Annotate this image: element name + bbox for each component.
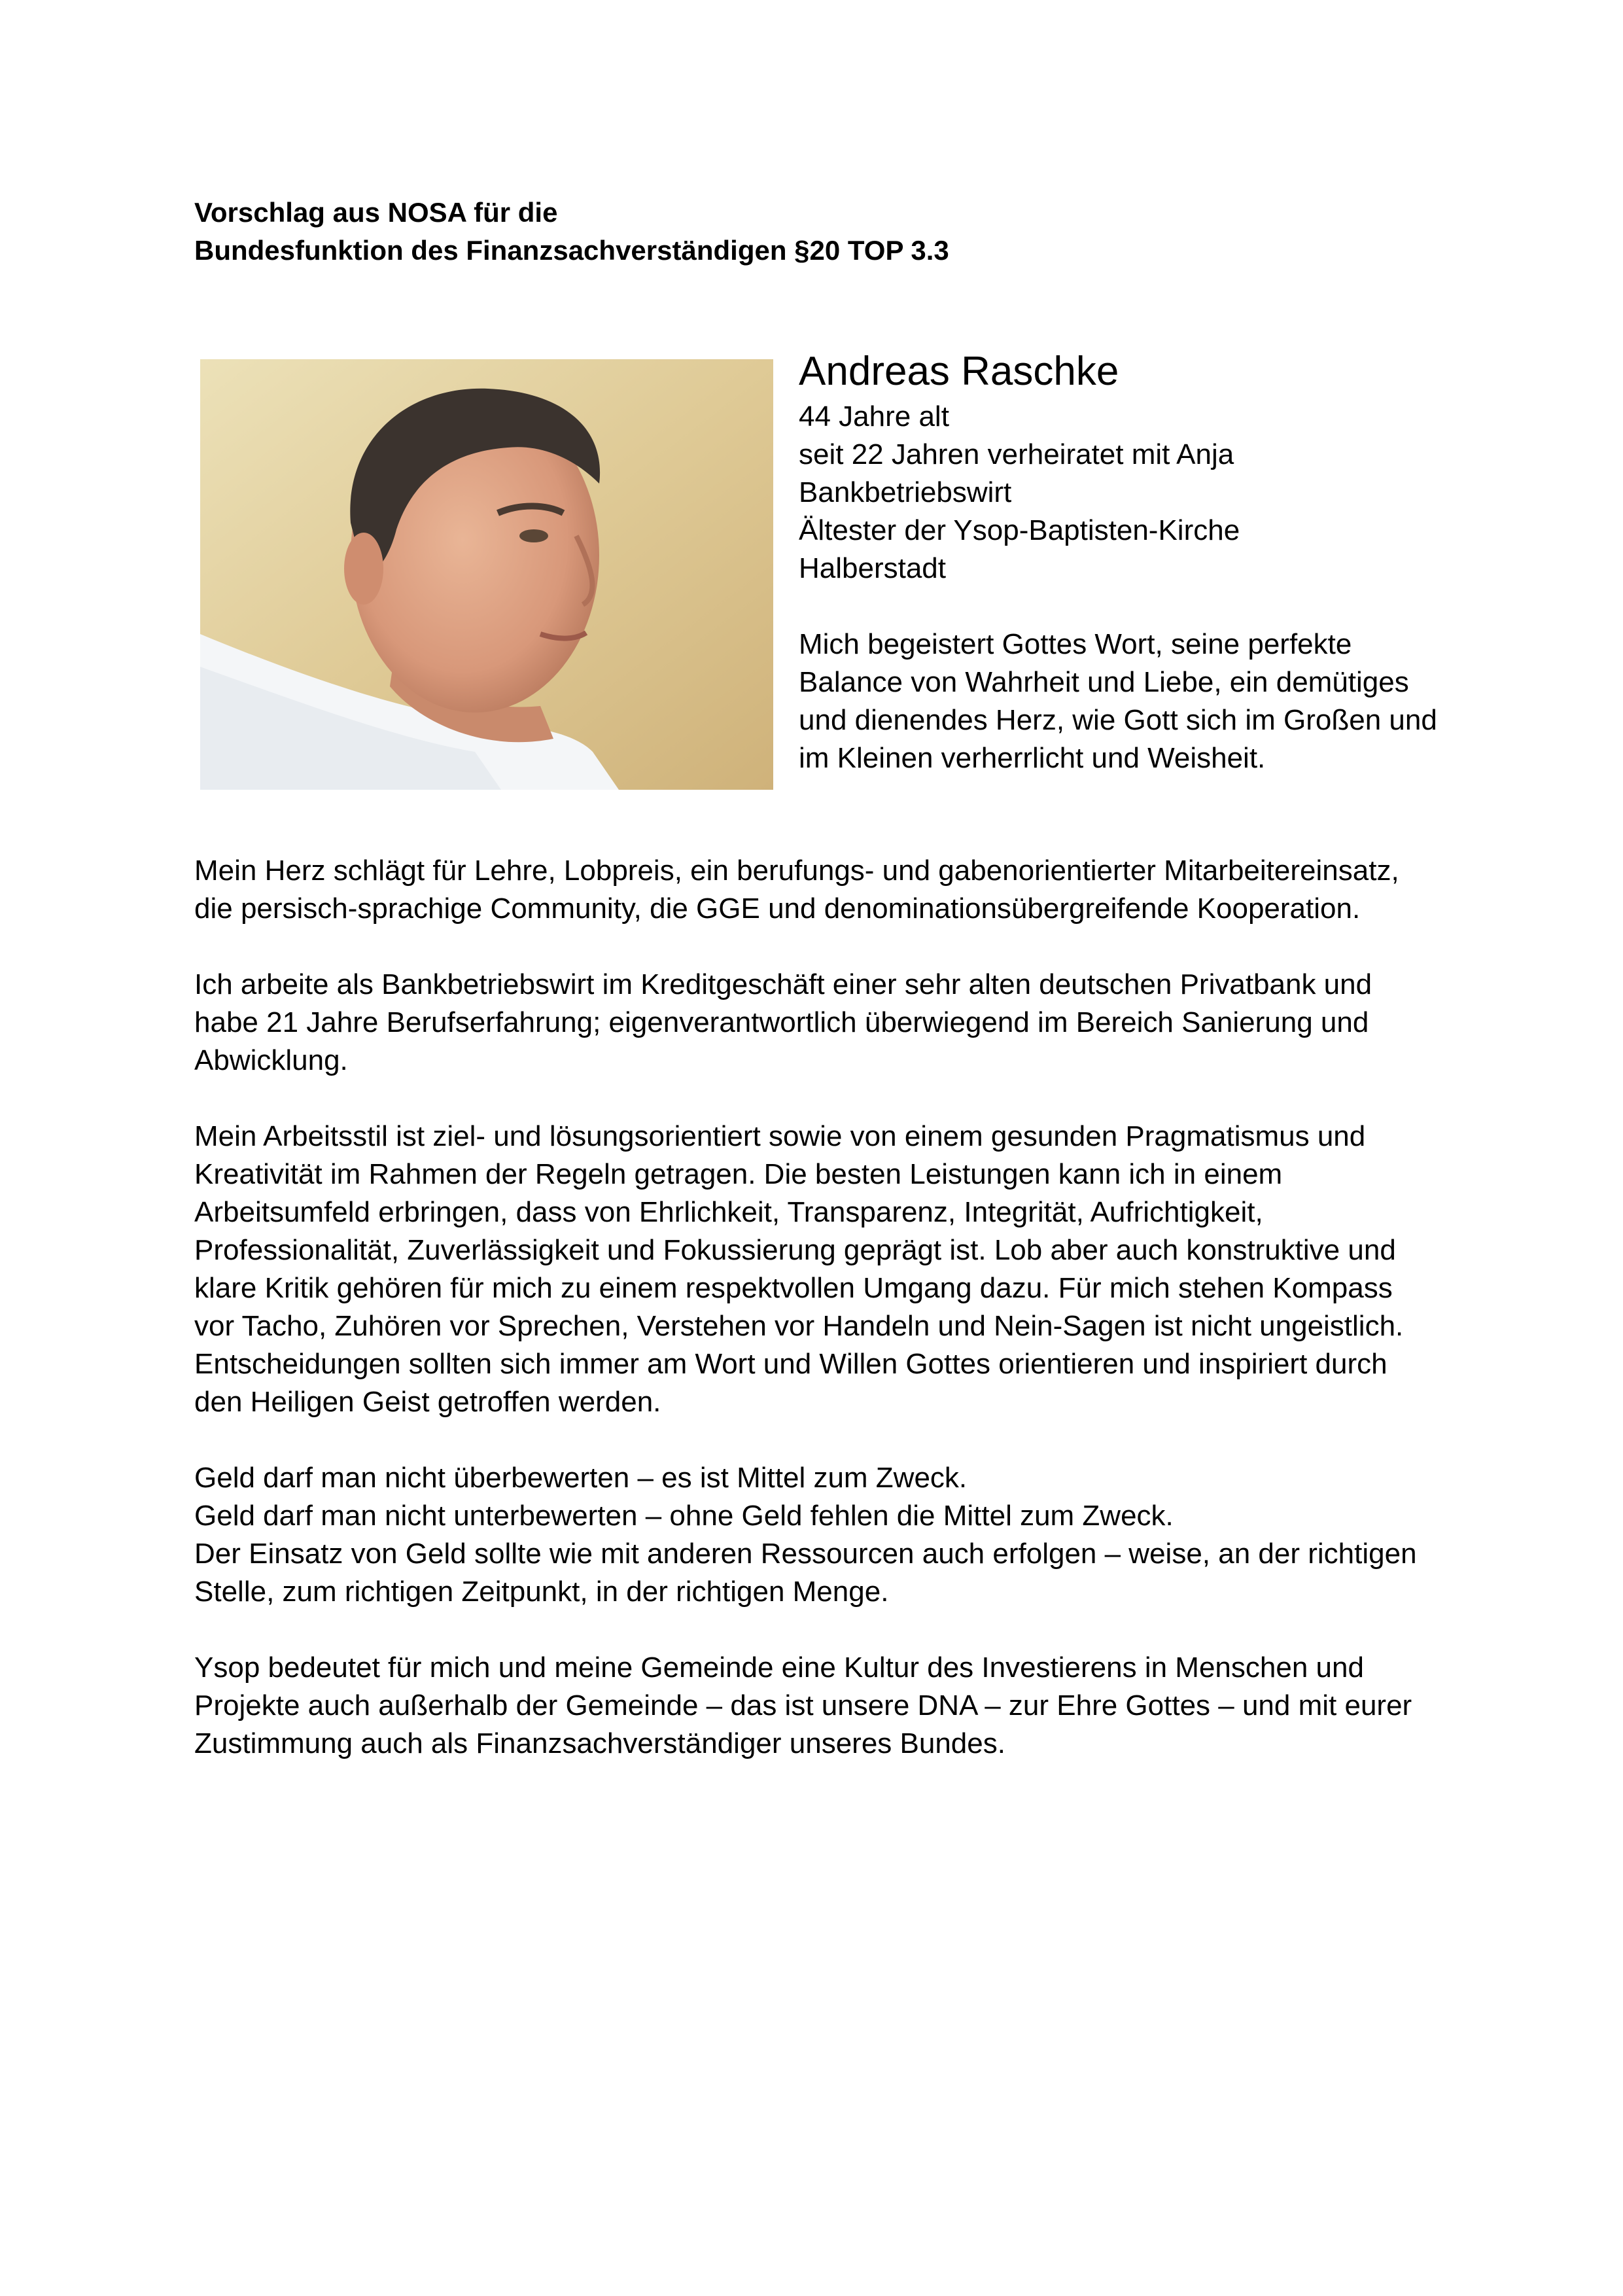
paragraph-ysop: Ysop bedeutet für mich und meine Gemeinde eine Kultur des Investierens in Menschen und Projekte auch außerhalb der Gemeinde – das ist unsere DNA – zur Ehre Gottes – und mit eurer Zustimmung auch als Finanzsachverständiger unseres Bundes. — [194, 1651, 1412, 1759]
fact-age: 44 Jahre alt — [799, 400, 949, 433]
portrait-illustration — [200, 359, 773, 790]
fact-church-role: Ältester der Ysop-Baptisten-Kirche — [799, 514, 1240, 546]
header-line-1: Vorschlag aus NOSA für die — [194, 197, 558, 228]
paragraph-heart: Mein Herz schlägt für Lehre, Lobpreis, ein berufungs- und gabenorientierter Mitarbeitereinsatz, die persisch-sprachige Community, die GGE und denominationsübergreifende Kooperation. — [194, 855, 1399, 925]
person-name: Andreas Raschke — [799, 349, 1119, 394]
paragraph-money — [194, 1459, 1437, 1611]
profile-facts — [799, 398, 1453, 588]
intro-paragraph: Mich begeistert Gottes Wort, seine perfekte Balance von Wahrheit und Liebe, ein demütiges und dienendes Herz, wie Gott sich im Großen und im Kleinen verherrlicht und Weisheit. — [799, 628, 1437, 774]
body-text — [194, 852, 1437, 1763]
money-line-1: Geld darf man nicht überbewerten – es ist Mittel zum Zweck. — [194, 1462, 968, 1494]
fact-city: Halberstadt — [799, 552, 947, 584]
document-header — [194, 194, 1437, 270]
fact-profession: Bankbetriebswirt — [799, 476, 1012, 508]
paragraph-work: Ich arbeite als Bankbetriebswirt im Kreditgeschäft einer sehr alten deutschen Privatbank und habe 21 Jahre Berufserfahrung; eigenverantwortlich überwiegend im Bereich Sanierung und Abwicklung. — [194, 968, 1372, 1076]
money-line-2: Geld darf man nicht unterbewerten – ohne Geld fehlen die Mittel zum Zweck. — [194, 1500, 1174, 1532]
profile-block — [799, 345, 1453, 588]
fact-marriage: seit 22 Jahren verheiratet mit Anja — [799, 438, 1234, 470]
header-line-2: Bundesfunktion des Finanzsachverständigen §20 TOP 3.3 — [194, 235, 949, 266]
paragraph-work-style: Mein Arbeitsstil ist ziel- und lösungsorientiert sowie von einem gesunden Pragmatismus und Kreativität im Rahmen der Regeln getragen. Die besten Leistungen kann ich in einem Arbeitsumfeld erbringen, dass von Ehrlichkeit, Transparenz, Integrität, Aufrichtigkeit, Professionalität, Zuverlässigkeit und Fokussierung geprägt ist. Lob aber auch konstruktive und klare Kritik gehören für mich zu einem respektvollen Umgang dazu. Für mich stehen Kompass vor Tacho, Zuhören vor Sprechen, Verstehen vor Handeln und Nein-Sagen ist nicht ungeistlich. Entscheidungen sollten sich immer am Wort und Willen Gottes orientieren und inspiriert durch den Heiligen Geist getroffen werden. — [194, 1120, 1404, 1418]
money-line-3: Der Einsatz von Geld sollte wie mit anderen Ressourcen auch erfolgen – weise, an der richtigen Stelle, zum richtigen Zeitpunkt, in der richtigen Menge. — [194, 1538, 1417, 1608]
portrait-photo — [200, 359, 773, 790]
